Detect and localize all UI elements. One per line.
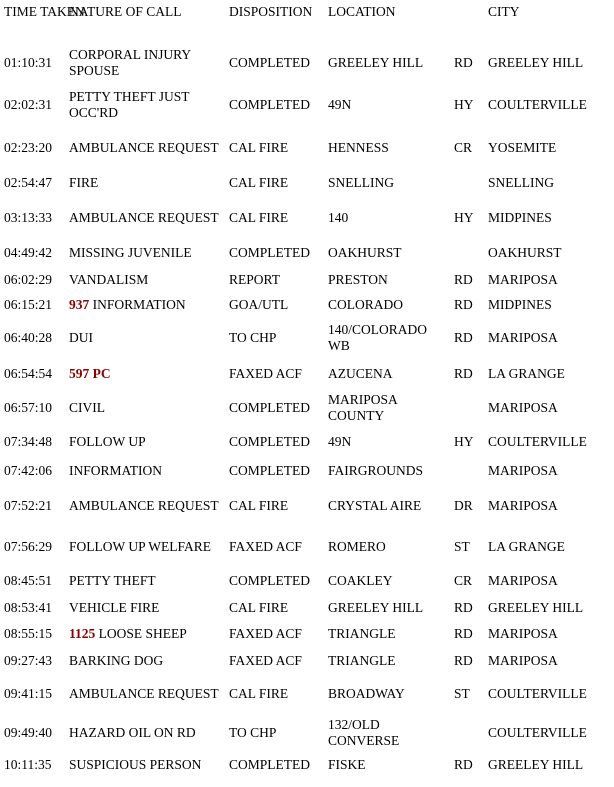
- location-cell: PRESTON: [328, 271, 388, 287]
- penal-code: 597 PC: [69, 365, 111, 381]
- disposition-cell: COMPLETED: [229, 245, 310, 261]
- nature-text: MISSING JUVENILE: [69, 245, 192, 261]
- street-suffix-cell: CR: [454, 573, 473, 589]
- nature-text: BARKING DOG: [69, 652, 164, 668]
- city-cell: YOSEMITE: [488, 139, 557, 155]
- location-cell: 140/COLORADO WB: [328, 322, 428, 353]
- time-taken-cell: 06:54:54: [4, 365, 53, 381]
- street-suffix-cell: HY: [454, 96, 474, 112]
- table-row: [0, 389, 614, 426]
- location-cell: COAKLEY: [328, 573, 393, 589]
- location-cell: AZUCENA: [328, 365, 393, 381]
- table-row: [0, 714, 614, 751]
- disposition-cell: CAL FIRE: [229, 685, 289, 701]
- header-suffix: [450, 1, 484, 42]
- time-taken-cell: 08:53:41: [4, 599, 53, 615]
- city-cell: MARIPOSA: [488, 399, 558, 415]
- table-row: [0, 426, 614, 457]
- street-suffix-cell: [450, 169, 484, 197]
- disposition-cell: FAXED ACF: [229, 652, 302, 668]
- location-cell: 132/OLD CONVERSE: [328, 717, 400, 748]
- street-suffix-cell: [450, 457, 484, 485]
- nature-of-call-cell: [65, 239, 225, 267]
- disposition-cell: COMPLETED: [229, 463, 310, 479]
- city-cell: MARIPOSA: [488, 329, 558, 345]
- location-cell: 49N: [328, 96, 352, 112]
- time-taken-cell: 04:49:42: [4, 245, 53, 261]
- table-row: [0, 526, 614, 567]
- header-nature-of-call: NATURE OF CALL: [69, 4, 182, 19]
- disposition-cell: CAL FIRE: [229, 599, 289, 615]
- nature-text: INFORMATION: [69, 463, 163, 479]
- nature-text: PETTY THEFT JUST OCC'RD: [69, 89, 190, 120]
- penal-code: 937: [69, 296, 90, 312]
- nature-text: AMBULANCE REQUEST: [69, 139, 219, 155]
- time-taken-cell: 09:49:40: [4, 724, 53, 740]
- nature-text: VANDALISM: [69, 271, 149, 287]
- time-taken-cell: 09:41:15: [4, 685, 53, 701]
- table-row: [0, 485, 614, 526]
- disposition-cell: GOA/UTL: [229, 296, 289, 312]
- street-suffix-cell: ST: [454, 538, 470, 554]
- city-cell: LA GRANGE: [488, 365, 565, 381]
- location-cell: TRIANGLE: [328, 652, 396, 668]
- city-cell: MARIPOSA: [488, 573, 558, 589]
- nature-of-call-cell: [65, 389, 225, 426]
- call-log-table: [0, 1, 614, 779]
- nature-of-call-cell: [65, 197, 225, 239]
- table-row: [0, 126, 614, 169]
- disposition-cell: CAL FIRE: [229, 497, 289, 513]
- time-taken-cell: 06:57:10: [4, 399, 53, 415]
- time-taken-cell: 06:15:21: [4, 296, 53, 312]
- location-cell: FAIRGROUNDS: [328, 463, 424, 479]
- nature-of-call-cell: [65, 169, 225, 197]
- time-taken-cell: 02:02:31: [4, 96, 53, 112]
- city-cell: GREELEY HILL: [488, 599, 584, 615]
- city-cell: MARIPOSA: [488, 652, 558, 668]
- time-taken-cell: 03:13:33: [4, 210, 53, 226]
- street-suffix-cell: CR: [454, 139, 473, 155]
- location-cell: FISKE: [328, 757, 366, 773]
- nature-text: PETTY THEFT: [69, 573, 156, 589]
- call-log-body: [0, 42, 614, 779]
- location-cell: GREELEY HILL: [328, 54, 424, 70]
- location-cell: GREELEY HILL: [328, 599, 424, 615]
- street-suffix-cell: RD: [454, 329, 473, 345]
- table-row: [0, 595, 614, 620]
- disposition-cell: COMPLETED: [229, 573, 310, 589]
- disposition-cell: COMPLETED: [229, 757, 310, 773]
- time-taken-cell: 07:42:06: [4, 463, 53, 479]
- table-row: [0, 317, 614, 358]
- table-row: [0, 567, 614, 595]
- street-suffix-cell: RD: [454, 54, 473, 70]
- nature-of-call-cell: [65, 126, 225, 169]
- nature-of-call-cell: [65, 358, 225, 389]
- location-cell: TRIANGLE: [328, 626, 396, 642]
- disposition-cell: CAL FIRE: [229, 139, 289, 155]
- table-row: [0, 42, 614, 83]
- nature-text: CORPORAL INJURY SPOUSE: [69, 47, 191, 78]
- nature-text: FOLLOW UP: [69, 433, 146, 449]
- nature-text: AMBULANCE REQUEST: [69, 210, 219, 226]
- nature-of-call-cell: [65, 620, 225, 648]
- time-taken-cell: 08:55:15: [4, 626, 53, 642]
- nature-of-call-cell: [65, 83, 225, 126]
- city-cell: COULTERVILLE: [488, 96, 587, 112]
- nature-of-call-cell: [65, 426, 225, 457]
- disposition-cell: COMPLETED: [229, 399, 310, 415]
- table-row: [0, 620, 614, 648]
- location-cell: MARIPOSA COUNTY: [328, 392, 398, 423]
- street-suffix-cell: ST: [454, 685, 470, 701]
- nature-text: DUI: [69, 329, 93, 345]
- disposition-cell: COMPLETED: [229, 433, 310, 449]
- nature-text: SUSPICIOUS PERSON: [69, 757, 202, 773]
- location-cell: HENNESS: [328, 139, 389, 155]
- table-row: [0, 751, 614, 779]
- disposition-cell: COMPLETED: [229, 96, 310, 112]
- disposition-cell: CAL FIRE: [229, 175, 289, 191]
- header-row: [0, 1, 614, 42]
- time-taken-cell: 09:27:43: [4, 652, 53, 668]
- city-cell: MIDPINES: [488, 210, 552, 226]
- penal-code: 1125: [69, 626, 96, 642]
- location-cell: 140: [328, 210, 349, 226]
- table-row: [0, 239, 614, 267]
- time-taken-cell: 07:56:29: [4, 538, 53, 554]
- city-cell: OAKHURST: [488, 245, 562, 261]
- header-disposition: DISPOSITION: [229, 4, 313, 19]
- nature-text: AMBULANCE REQUEST: [69, 497, 219, 513]
- city-cell: MARIPOSA: [488, 497, 558, 513]
- street-suffix-cell: RD: [454, 599, 473, 615]
- nature-of-call-cell: [65, 567, 225, 595]
- street-suffix-cell: RD: [454, 757, 473, 773]
- location-cell: OAKHURST: [328, 245, 402, 261]
- table-row: [0, 648, 614, 673]
- table-row: [0, 83, 614, 126]
- nature-text: FIRE: [69, 175, 99, 191]
- nature-text: VEHICLE FIRE: [69, 599, 160, 615]
- header-city: CITY: [488, 4, 520, 19]
- street-suffix-cell: HY: [454, 210, 474, 226]
- nature-text: CIVIL: [69, 399, 105, 415]
- nature-of-call-cell: [65, 292, 225, 317]
- nature-text: HAZARD OIL ON RD: [69, 724, 196, 740]
- disposition-cell: FAXED ACF: [229, 365, 302, 381]
- street-suffix-cell: HY: [454, 433, 474, 449]
- city-cell: MIDPINES: [488, 296, 552, 312]
- location-cell: SNELLING: [328, 175, 394, 191]
- table-row: [0, 673, 614, 714]
- city-cell: GREELEY HILL: [488, 757, 584, 773]
- table-row: [0, 457, 614, 485]
- disposition-cell: TO CHP: [229, 329, 277, 345]
- nature-of-call-cell: [65, 485, 225, 526]
- table-row: [0, 197, 614, 239]
- street-suffix-cell: RD: [454, 626, 473, 642]
- time-taken-cell: 01:10:31: [4, 54, 53, 70]
- disposition-cell: FAXED ACF: [229, 538, 302, 554]
- street-suffix-cell: [450, 239, 484, 267]
- city-cell: SNELLING: [488, 175, 554, 191]
- street-suffix-cell: RD: [454, 271, 473, 287]
- street-suffix-cell: RD: [454, 365, 473, 381]
- nature-text: AMBULANCE REQUEST: [69, 685, 219, 701]
- city-cell: COULTERVILLE: [488, 433, 587, 449]
- disposition-cell: TO CHP: [229, 724, 277, 740]
- city-cell: MARIPOSA: [488, 626, 558, 642]
- street-suffix-cell: DR: [454, 497, 473, 513]
- table-row: [0, 292, 614, 317]
- street-suffix-cell: RD: [454, 652, 473, 668]
- header-location: LOCATION: [328, 4, 396, 19]
- disposition-cell: REPORT: [229, 271, 280, 287]
- nature-of-call-cell: [65, 526, 225, 567]
- location-cell: 49N: [328, 433, 352, 449]
- time-taken-cell: 07:34:48: [4, 433, 53, 449]
- nature-of-call-cell: [65, 751, 225, 779]
- table-row: [0, 358, 614, 389]
- city-cell: COULTERVILLE: [488, 685, 587, 701]
- street-suffix-cell: [450, 389, 484, 426]
- city-cell: COULTERVILLE: [488, 724, 587, 740]
- time-taken-cell: 06:02:29: [4, 271, 53, 287]
- location-cell: COLORADO: [328, 296, 404, 312]
- location-cell: BROADWAY: [328, 685, 405, 701]
- nature-of-call-cell: [65, 595, 225, 620]
- disposition-cell: CAL FIRE: [229, 210, 289, 226]
- city-cell: MARIPOSA: [488, 271, 558, 287]
- nature-text: FOLLOW UP WELFARE: [69, 538, 212, 554]
- time-taken-cell: 06:40:28: [4, 329, 53, 345]
- time-taken-cell: 02:54:47: [4, 175, 53, 191]
- location-cell: ROMERO: [328, 538, 386, 554]
- time-taken-cell: 02:23:20: [4, 139, 53, 155]
- header-time-taken: TIME TAKEN: [4, 4, 85, 19]
- nature-of-call-cell: [65, 457, 225, 485]
- table-row: [0, 169, 614, 197]
- city-cell: GREELEY HILL: [488, 54, 584, 70]
- disposition-cell: COMPLETED: [229, 54, 310, 70]
- city-cell: MARIPOSA: [488, 463, 558, 479]
- nature-of-call-cell: [65, 317, 225, 358]
- street-suffix-cell: RD: [454, 296, 473, 312]
- city-cell: LA GRANGE: [488, 538, 565, 554]
- location-cell: CRYSTAL AIRE: [328, 497, 422, 513]
- time-taken-cell: 07:52:21: [4, 497, 53, 513]
- nature-of-call-cell: [65, 673, 225, 714]
- disposition-cell: FAXED ACF: [229, 626, 302, 642]
- time-taken-cell: 08:45:51: [4, 573, 53, 589]
- nature-of-call-cell: [65, 42, 225, 83]
- nature-of-call-cell: [65, 648, 225, 673]
- time-taken-cell: 10:11:35: [4, 757, 52, 773]
- table-row: [0, 267, 614, 292]
- nature-text: INFORMATION: [92, 296, 186, 312]
- nature-of-call-cell: [65, 714, 225, 751]
- nature-of-call-cell: [65, 267, 225, 292]
- nature-text: LOOSE SHEEP: [98, 626, 187, 642]
- street-suffix-cell: [450, 714, 484, 751]
